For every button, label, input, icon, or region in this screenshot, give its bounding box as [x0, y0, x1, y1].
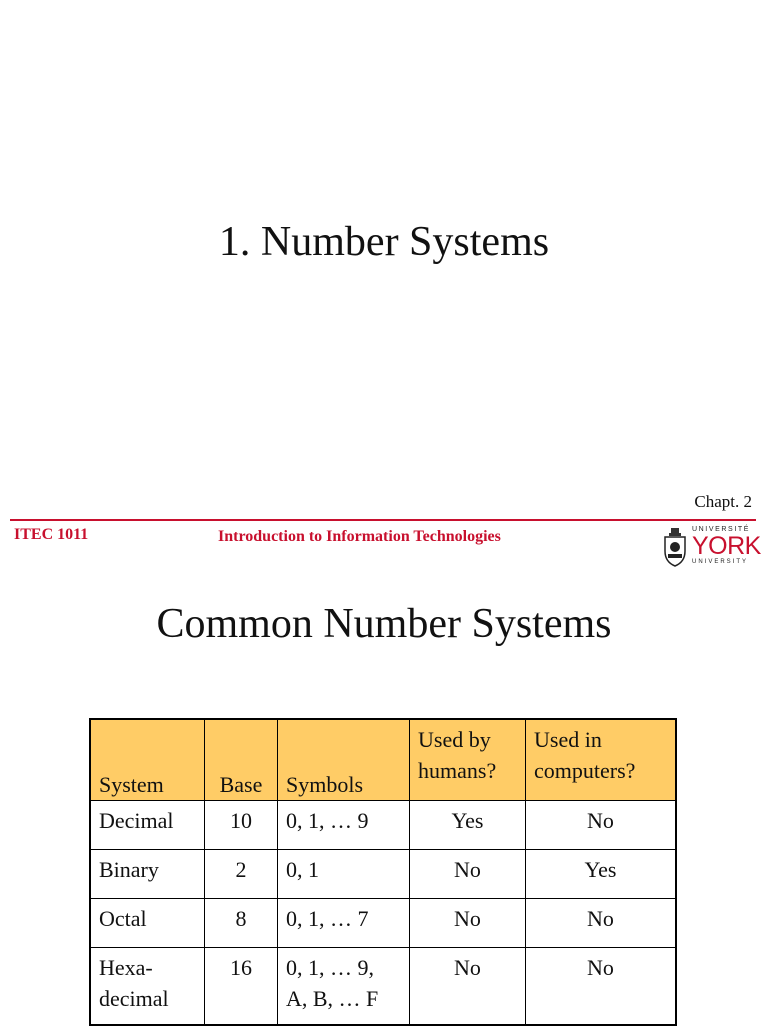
logo-main-text: YORK: [692, 532, 761, 560]
crest-icon: [662, 527, 688, 567]
header-symbols-label: Symbols: [286, 772, 364, 797]
table-row: [90, 899, 676, 948]
cell-base: 8: [205, 899, 278, 948]
york-university-logo: [662, 523, 761, 569]
cell-used-in-computers: No: [526, 801, 677, 850]
cell-base: 2: [205, 850, 278, 899]
cell-system: Decimal: [90, 801, 205, 850]
cell-symbols: 0, 1, … 9: [278, 801, 410, 850]
cell-symbols-line2: A, B, … F: [286, 986, 379, 1011]
course-name: Introduction to Information Technologies: [218, 528, 501, 545]
cell-used-in-computers: No: [526, 948, 677, 1026]
cell-base: 16: [205, 948, 278, 1026]
cell-used-in-computers: Yes: [526, 850, 677, 899]
header-used-in-computers: [526, 719, 677, 801]
cell-used-by-humans: Yes: [410, 801, 526, 850]
cell-base: 10: [205, 801, 278, 850]
cell-used-by-humans: No: [410, 850, 526, 899]
cell-used-by-humans: No: [410, 899, 526, 948]
header-symbols: [278, 719, 410, 801]
header-computers-line2: computers?: [534, 758, 636, 783]
chapter-label: Chapt. 2: [694, 492, 752, 511]
cell-symbols: 0, 1, … 7: [278, 899, 410, 948]
header-base-label: Base: [219, 772, 263, 797]
cell-system: Binary: [90, 850, 205, 899]
header-system-label: System: [99, 772, 164, 797]
cell-system-line1: Hexa-: [99, 955, 153, 980]
course-code: ITEC 1011: [14, 526, 89, 543]
header-humans-line1: Used by: [418, 727, 491, 752]
header-computers-line1: Used in: [534, 727, 602, 752]
cell-symbols: [278, 948, 410, 1026]
slide1-title: 1. Number Systems: [218, 219, 550, 265]
cell-symbols-line1: 0, 1, … 9,: [286, 955, 374, 980]
header-used-by-humans: [410, 719, 526, 801]
table-row: [90, 801, 676, 850]
cell-system-line2: decimal: [99, 986, 169, 1011]
header-divider: [10, 519, 756, 521]
header-base: [205, 719, 278, 801]
cell-system: Octal: [90, 899, 205, 948]
cell-used-in-computers: No: [526, 899, 677, 948]
table-header-row: [90, 719, 676, 801]
logo-top-text: UNIVERSITÉ: [692, 526, 751, 533]
header-humans-line2: humans?: [418, 758, 497, 783]
cell-used-by-humans: No: [410, 948, 526, 1026]
cell-system: [90, 948, 205, 1026]
table-row: [90, 948, 676, 1026]
cell-symbols: 0, 1: [278, 850, 410, 899]
logo-bottom-text: UNIVERSITY: [692, 559, 749, 565]
header-system: [90, 719, 205, 801]
table-row: [90, 850, 676, 899]
number-systems-table: [89, 718, 677, 1026]
slide2-title: Common Number Systems: [156, 601, 612, 647]
